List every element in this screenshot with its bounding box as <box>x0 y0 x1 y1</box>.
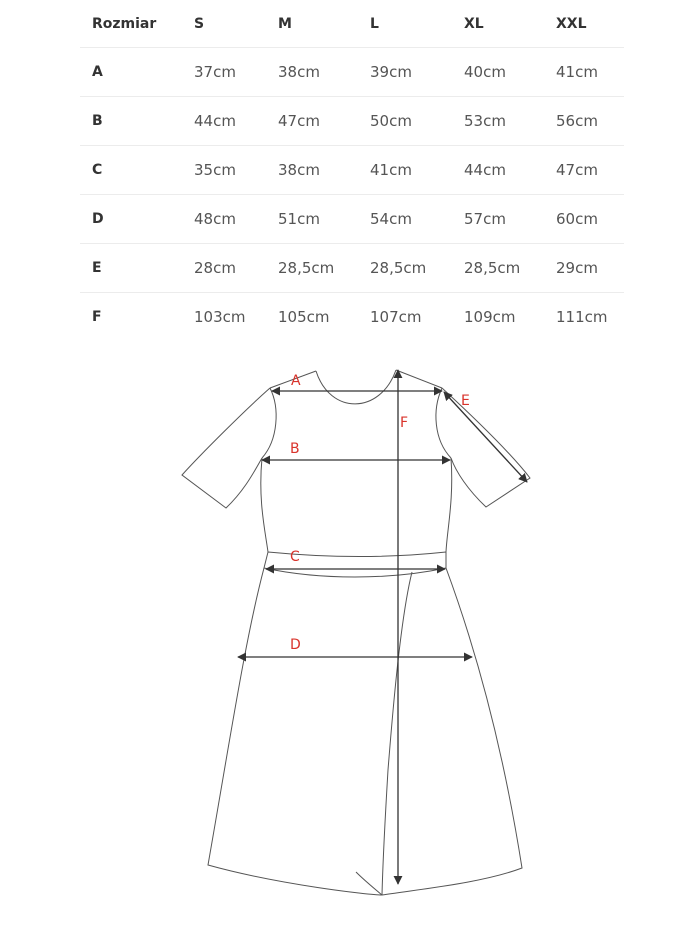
table-cell: 28,5cm <box>278 259 335 277</box>
table-cell: 56cm <box>556 112 598 130</box>
dress-wrap-hem <box>356 872 382 895</box>
dress-bodice-right <box>446 458 452 552</box>
table-cell: 48cm <box>194 210 236 228</box>
table-row <box>80 97 624 146</box>
table-cell: 60cm <box>556 210 598 228</box>
table-cell: 40cm <box>464 63 506 81</box>
table-cell: 103cm <box>194 308 246 326</box>
table-cell: 53cm <box>464 112 506 130</box>
table-cell: 50cm <box>370 112 412 130</box>
table-cell: 41cm <box>556 63 598 81</box>
measurement-labels <box>290 373 470 653</box>
dress-shoulder-right <box>396 370 442 388</box>
dress-armhole-right <box>436 388 451 458</box>
table-cell: 47cm <box>278 112 320 130</box>
table-cell: 28,5cm <box>464 259 521 277</box>
header-size-l: L <box>370 15 379 32</box>
table-cell: 54cm <box>370 210 412 228</box>
table-cell: 28,5cm <box>370 259 427 277</box>
measure-label-b: B <box>290 441 300 457</box>
table-row <box>80 146 624 195</box>
header-size-m: M <box>278 15 292 32</box>
table-header-row <box>80 0 624 48</box>
dress-outline <box>182 370 530 895</box>
row-label: A <box>92 64 103 80</box>
dress-sleeve-right <box>442 388 530 507</box>
table-cell: 28cm <box>194 259 236 277</box>
table-row <box>80 195 624 244</box>
table-cell: 41cm <box>370 161 412 179</box>
dress-neckline <box>316 370 396 404</box>
dress-skirt <box>208 568 522 895</box>
header-size-xxl: XXL <box>556 15 587 32</box>
measure-label-d: D <box>290 637 301 653</box>
measure-label-c: C <box>290 549 300 565</box>
table-cell: 105cm <box>278 308 330 326</box>
row-label: B <box>92 113 103 129</box>
table-row <box>80 48 624 97</box>
table-cell: 35cm <box>194 161 236 179</box>
row-label: C <box>92 162 103 178</box>
measure-label-e: E <box>461 393 470 409</box>
table-cell: 51cm <box>278 210 320 228</box>
table-cell: 47cm <box>556 161 598 179</box>
table-row <box>80 244 624 293</box>
measure-line-e <box>444 392 527 482</box>
dress-measurement-diagram <box>0 340 700 933</box>
header-rozmiar: Rozmiar <box>92 15 157 32</box>
header-size-xl: XL <box>464 15 484 32</box>
size-table <box>80 0 624 341</box>
table-row <box>80 293 624 341</box>
measure-label-a: A <box>291 373 301 389</box>
dress-armhole-left <box>262 388 276 458</box>
table-cell: 39cm <box>370 63 412 81</box>
table-cell: 44cm <box>464 161 506 179</box>
table-cell: 29cm <box>556 259 598 277</box>
table-cell: 109cm <box>464 308 516 326</box>
dress-wrap-line <box>382 572 412 895</box>
dress-bodice-left <box>261 458 268 552</box>
measurement-lines <box>238 370 527 884</box>
row-label: E <box>92 260 102 276</box>
table-cell: 38cm <box>278 161 320 179</box>
row-label: F <box>92 309 102 325</box>
dress-diagram-svg <box>0 340 700 933</box>
table-cell: 57cm <box>464 210 506 228</box>
table-cell: 111cm <box>556 308 608 326</box>
measure-label-f: F <box>400 415 409 431</box>
header-size-s: S <box>194 15 205 32</box>
row-label: D <box>92 211 104 227</box>
table-cell: 38cm <box>278 63 320 81</box>
table-cell: 44cm <box>194 112 236 130</box>
table-cell: 37cm <box>194 63 236 81</box>
dress-sleeve-left <box>182 388 270 508</box>
table-cell: 107cm <box>370 308 422 326</box>
